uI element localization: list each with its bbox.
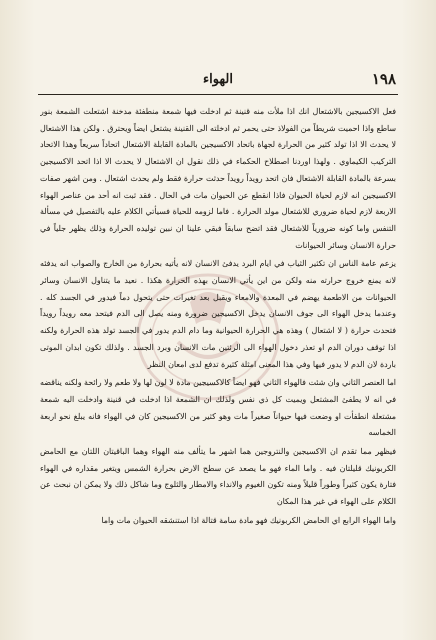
paragraph: اما العنصر الثاني وان شئت فالهواء الثاني فهو ايضاً كالاكسيجين مادة لا لون لها ولا طعم ولا رائحة ولكنه يناقضه في انه لا يطفئ المشتعل ويميت كل ذي نفس ولذلك ان الشمعة اذا ادخلت في قنينة وادخلت اليه شمعة مشتعلة انطفأت او وضعت فيها حيواناً صغيراً مات وهو كثير من الاكسيجين كان في الهواء فانه يبلغ نحو اربعة الخماسه — [40, 378, 396, 438]
running-title: الهواء — [202, 72, 233, 87]
page-header — [38, 70, 398, 92]
paragraph: فيظهر مما تقدم ان الاكسيجين والنتروجين هما اشهر ما يتألف منه الهواء وهما الباقيتان اللتان مع الحامض الكربونيك قليلتان فيه . واما الماء فهو ما يصعد عن سطح الارض بحرارة الشمس ويتغير مقداره في الهواء فتارة يكون كثيراً وطوراً قليلاً ومنه تكون الغيوم والانداء والامطار والثلوج وما شاكل ذلك ولا يمكن ان نبحث عن الكلام على الهواء في غير هذا المكان — [40, 447, 396, 507]
paragraph: فعل الاكسيجين بالاشتعال انك اذا ملأت منه قنينة ثم ادخلت فيها شمعة منطفئة مدخنة اشتعلت الشمعة بنور ساطع واذا احميت شريطاً من الفولاذ حتى يحمر ثم ادخلته الى القنينة يشتعل ايضاً ويحترق . ولكن هذا الاشتعال لا يحدث الا اذا تولد كثير من الحرارة لجهاة باتحاد الاكسيجين بالمادة القابلة الاشتعال اتحاداً سريعاً وهذا الاتحاد التركيب الكيماوي . ولهذا اوردنا اصطلاح الحكماء في ذلك نقول ان الاشتعال لا يحدث الا اذا اتحد الاكسيجين بسرعة بالمادة القابلة الاشتعال فان اتحد رويداً رويداً حدثت حرارة فقط ولم يحدث اشتعال . ومن اشهر صفات الاكسيجين انه لازم لحياة الحيوان فاذا انقطع عن الحيوان مات في الحال . فقد ثبت انه أحد من عناصر الهواء الاربعة لازم لحياة ضروري للاشتعال مولد الحرارة . فاما لزومه للحياة فسيأتي الكلام عليه بالتفصيل في مسألة التنفس واما كونه ضرورياً للاشتعال فقد اتضح سابقاً فبقي علينا ان نبين توليده الحرارة وذلك يظهر جلياً في حرارة الانسان وسائر الحيوانات — [40, 107, 396, 250]
paragraph: يزعم عامة الناس ان تكثير الثياب في ايام البرد يدفئ الانسان لانه يأتيه بحرارة من الخارج والصواب انه يدفئه لانه يمنع خروج حرارته منه ولكن من اين يأتي الانسان بهذه الحرارة هكذا . نعيد ما يتناول الانسان وسائر الحيوانات من الاطعمة يهضم في المعدة والامعاء ويقبل بعد تغيرات حتى يتحول دماً فيدور في الجسد كله . وعندما يدخل الهواء الى جوف الانسان يدخل الاكسيجين ضرورة ومنه يصل الى الدم فيتحد معه رويداً رويداً فتحدث حرارة ( لا اشتعال ) وهذه هي الحرارة الحيوانية وما دام الدم يدور في الجسد تولد هذه الحرارة ولكنه اذا توقف دوران الدم او تعذر دخول الهواء الى الرئتين مات الانسان وبرد الجسد . ولذلك تكون ابدان الموتى باردة لان الدم لا يدور فيها وفي هذا المعنى امثلة كثيرة تدفع لدى امعان النظر — [40, 259, 396, 369]
header-rule — [38, 94, 398, 95]
paragraph: واما الهواء الرابع اي الحامض الكربونيك فهو مادة سامة قتالة اذا استنشقه الحيوان مات واما — [101, 515, 396, 525]
page-number: ١٩٨ — [371, 70, 396, 88]
body-text — [40, 104, 396, 624]
